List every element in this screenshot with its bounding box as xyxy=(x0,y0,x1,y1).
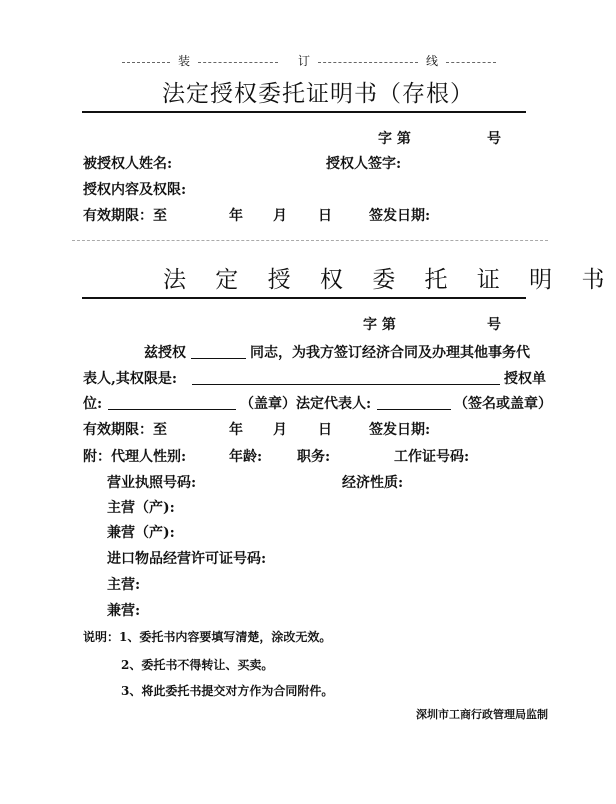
cert-main-label: 主营: xyxy=(107,577,141,593)
cert-para2-a: 表人,其权限是: xyxy=(83,371,178,387)
cert-blank-scope xyxy=(192,384,500,385)
cert-blank-representative xyxy=(377,409,451,410)
cert-para3-a: 位: xyxy=(83,396,103,412)
cert-note-3: 3、将此委托书提交对方作为合同附件。 xyxy=(121,684,334,698)
stub-scope-label: 授权内容及权限: xyxy=(83,182,187,198)
cert-side-label: 兼营: xyxy=(107,603,141,619)
cert-title: 法 定 授 权 委 托 证 明 书 xyxy=(163,267,616,293)
stub-authorizer-signature-label: 授权人签字: xyxy=(326,156,402,172)
cert-para3-b: （盖章）法定代表人: xyxy=(240,396,372,412)
stub-issue-date-label: 签发日期: xyxy=(369,208,431,224)
cert-work-id-label: 工作证号码: xyxy=(394,449,470,465)
cert-title-rule xyxy=(82,297,526,299)
cert-number-hao: 号 xyxy=(487,317,501,333)
cert-day: 日 xyxy=(318,422,332,438)
binding-dotline-mid2 xyxy=(318,62,418,63)
cert-para2-b: 授权单 xyxy=(504,371,546,387)
cert-number-zi: 字 第 xyxy=(363,317,396,333)
stub-month: 月 xyxy=(273,208,287,224)
cert-supervisor: 深圳市工商行政管理局监制 xyxy=(416,708,548,721)
binding-mark-ding: 订 xyxy=(298,54,311,68)
cert-issue-date-label: 签发日期: xyxy=(369,422,431,438)
cut-line xyxy=(72,240,548,241)
cert-month: 月 xyxy=(273,422,287,438)
cert-note-1: 说明：1、委托书内容要填写清楚，涂改无效。 xyxy=(83,630,332,644)
cert-side-business-label: 兼营（产): xyxy=(107,525,175,541)
binding-dotline-right xyxy=(446,62,496,63)
stub-validity-label: 有效期限：至 xyxy=(83,208,167,224)
cert-main-business-label: 主营（产): xyxy=(107,500,175,516)
binding-mark-xian: 线 xyxy=(426,54,439,68)
stub-year: 年 xyxy=(229,208,243,224)
cert-para1-b: 同志，为我方签订经济合同及办理其他事务代 xyxy=(250,345,530,361)
binding-dotline-mid1 xyxy=(198,62,278,63)
cert-validity-label: 有效期限：至 xyxy=(83,422,167,438)
stub-authorized-name-label: 被授权人姓名: xyxy=(83,156,173,172)
cert-para3-c: （签名或盖章） xyxy=(454,396,552,412)
cert-age-label: 年龄: xyxy=(229,449,263,465)
stub-number-hao: 号 xyxy=(487,131,501,147)
cert-import-license-label: 进口物品经营许可证号码: xyxy=(107,551,267,567)
stub-number-zi: 字 第 xyxy=(378,131,411,147)
cert-para1-a: 兹授权 xyxy=(144,345,186,361)
cert-note-2: 2、委托书不得转让、买卖。 xyxy=(121,658,274,672)
binding-dotline-left xyxy=(122,62,170,63)
stub-title: 法定授权委托证明书（存根） xyxy=(162,81,474,107)
cert-position-label: 职务: xyxy=(297,449,331,465)
cert-year: 年 xyxy=(229,422,243,438)
cert-blank-unit xyxy=(108,409,236,410)
stub-title-rule xyxy=(82,111,526,113)
binding-mark-zhuang: 装 xyxy=(178,54,191,68)
cert-license-label: 营业执照号码: xyxy=(107,475,197,491)
stub-day: 日 xyxy=(318,208,332,224)
cert-economic-nature-label: 经济性质: xyxy=(342,475,404,491)
cert-attach-label: 附：代理人性别: xyxy=(83,449,187,465)
cert-blank-name xyxy=(191,358,246,359)
